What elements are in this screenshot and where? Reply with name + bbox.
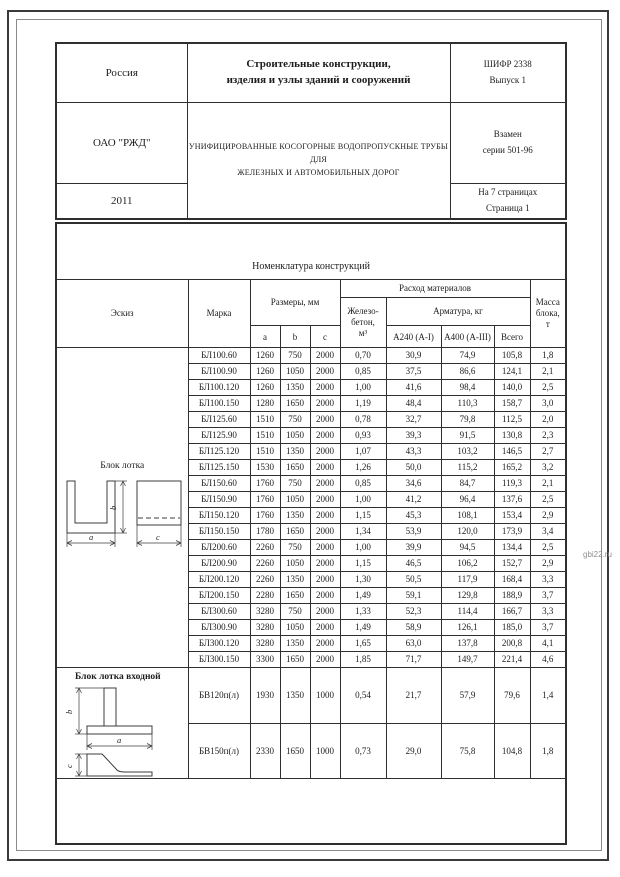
mark-cell: БЛ150.60 — [188, 476, 250, 492]
value-cell: 1,8 — [530, 348, 566, 364]
value-cell: 4,1 — [530, 636, 566, 652]
value-cell: 2000 — [310, 556, 340, 572]
col-header-a240: А240 (А-I) — [386, 326, 441, 348]
dim-c-label: c — [156, 532, 161, 543]
value-cell: 3,3 — [530, 572, 566, 588]
sketch-cell-main — [56, 348, 188, 668]
value-cell: 1,85 — [340, 652, 386, 668]
value-cell: 2280 — [250, 588, 280, 604]
dim-c-label: c — [64, 764, 75, 768]
value-cell: 0,73 — [340, 723, 386, 779]
table-row — [56, 668, 566, 724]
value-cell: 117,9 — [441, 572, 494, 588]
col-header-a: a — [250, 326, 280, 348]
value-cell: 1,49 — [340, 588, 386, 604]
mass-line2: блока, — [535, 307, 560, 318]
value-cell: 2000 — [310, 412, 340, 428]
value-cell: 34,6 — [386, 476, 441, 492]
value-cell: 166,7 — [494, 604, 530, 620]
value-cell: 140,0 — [494, 380, 530, 396]
mark-cell: БЛ100.120 — [188, 380, 250, 396]
value-cell: 0,54 — [340, 668, 386, 724]
value-cell: 1050 — [280, 556, 310, 572]
value-cell: 105,8 — [494, 348, 530, 364]
col-header-materials: Расход материалов — [340, 280, 530, 298]
value-cell: 2000 — [310, 508, 340, 524]
value-cell: 137,8 — [441, 636, 494, 652]
mark-cell: БЛ200.90 — [188, 556, 250, 572]
value-cell: 173,9 — [494, 524, 530, 540]
value-cell: 3,0 — [530, 396, 566, 412]
value-cell: 3,7 — [530, 620, 566, 636]
value-cell: 2000 — [310, 636, 340, 652]
value-cell: 37,5 — [386, 364, 441, 380]
pages-cell — [450, 183, 566, 219]
value-cell: 2,1 — [530, 364, 566, 380]
value-cell: 110,3 — [441, 396, 494, 412]
value-cell: 1510 — [250, 428, 280, 444]
col-header-dimensions: Размеры, мм — [250, 280, 340, 326]
value-cell: 2000 — [310, 476, 340, 492]
value-cell: 74,9 — [441, 348, 494, 364]
value-cell: 1,15 — [340, 508, 386, 524]
value-cell: 75,8 — [441, 723, 494, 779]
col-header-total: Всего — [494, 326, 530, 348]
value-cell: 71,7 — [386, 652, 441, 668]
value-cell: 43,3 — [386, 444, 441, 460]
value-cell: 2000 — [310, 588, 340, 604]
mark-cell: БЛ300.90 — [188, 620, 250, 636]
value-cell: 1260 — [250, 364, 280, 380]
document-title — [187, 102, 450, 219]
entry-block-sketch — [57, 684, 187, 778]
mark-cell: БЛ150.150 — [188, 524, 250, 540]
value-cell: 1350 — [280, 380, 310, 396]
value-cell: 1350 — [280, 508, 310, 524]
value-cell: 2000 — [310, 396, 340, 412]
value-cell: 52,3 — [386, 604, 441, 620]
value-cell: 149,7 — [441, 652, 494, 668]
mark-cell: БЛ200.60 — [188, 540, 250, 556]
value-cell: 2000 — [310, 460, 340, 476]
value-cell: 153,4 — [494, 508, 530, 524]
value-cell: 221,4 — [494, 652, 530, 668]
value-cell: 124,1 — [494, 364, 530, 380]
value-cell: 2260 — [250, 556, 280, 572]
value-cell: 2000 — [310, 428, 340, 444]
value-cell: 1760 — [250, 492, 280, 508]
value-cell: 94,5 — [441, 540, 494, 556]
value-cell: 3280 — [250, 604, 280, 620]
col-header-rebar: Арматура, кг — [386, 298, 530, 326]
value-cell: 1,8 — [530, 723, 566, 779]
value-cell: 1530 — [250, 460, 280, 476]
concrete-line2: бетон, — [351, 316, 375, 327]
value-cell: 1930 — [250, 668, 280, 724]
mark-cell: БЛ125.90 — [188, 428, 250, 444]
value-cell: 2000 — [310, 524, 340, 540]
value-cell: 108,1 — [441, 508, 494, 524]
value-cell: 1280 — [250, 396, 280, 412]
value-cell: 188,9 — [494, 588, 530, 604]
series-title-line1: Строительные конструкции, — [246, 57, 391, 70]
col-header-c: c — [310, 326, 340, 348]
watermark: gbi22.ru — [583, 550, 612, 559]
nomenclature-table — [55, 222, 567, 845]
table-row — [56, 348, 566, 364]
value-cell: 185,0 — [494, 620, 530, 636]
value-cell: 3,7 — [530, 588, 566, 604]
col-header-b: b — [280, 326, 310, 348]
value-cell: 750 — [280, 540, 310, 556]
mark-cell: БЛ100.60 — [188, 348, 250, 364]
sketch-cell-entry — [56, 668, 188, 779]
value-cell: 2260 — [250, 540, 280, 556]
value-cell: 2,1 — [530, 476, 566, 492]
value-cell: 1350 — [280, 444, 310, 460]
empty-footer-cell — [56, 779, 566, 845]
value-cell: 1760 — [250, 476, 280, 492]
value-cell: 3280 — [250, 636, 280, 652]
col-header-mark: Марка — [188, 280, 250, 348]
value-cell: 48,4 — [386, 396, 441, 412]
value-cell: 114,4 — [441, 604, 494, 620]
value-cell: 96,4 — [441, 492, 494, 508]
value-cell: 0,85 — [340, 476, 386, 492]
value-cell: 165,2 — [494, 460, 530, 476]
value-cell: 750 — [280, 348, 310, 364]
mark-cell: БЛ100.150 — [188, 396, 250, 412]
value-cell: 1650 — [280, 524, 310, 540]
value-cell: 750 — [280, 476, 310, 492]
col-header-sketch: Эскиз — [56, 280, 188, 348]
value-cell: 2260 — [250, 572, 280, 588]
value-cell: 50,5 — [386, 572, 441, 588]
value-cell: 1650 — [280, 652, 310, 668]
value-cell: 50,0 — [386, 460, 441, 476]
value-cell: 112,5 — [494, 412, 530, 428]
value-cell: 46,5 — [386, 556, 441, 572]
concrete-line1: Железо- — [347, 305, 379, 316]
mark-cell: БЛ200.120 — [188, 572, 250, 588]
value-cell: 57,9 — [441, 668, 494, 724]
value-cell: 2,9 — [530, 556, 566, 572]
entry-rows — [56, 668, 566, 779]
value-cell: 1000 — [310, 668, 340, 724]
value-cell: 2,5 — [530, 540, 566, 556]
value-cell: 4,6 — [530, 652, 566, 668]
value-cell: 21,7 — [386, 668, 441, 724]
value-cell: 2330 — [250, 723, 280, 779]
sketch-label-entry: Блок лотка входной — [75, 672, 161, 682]
dim-b-label: b — [108, 506, 119, 511]
value-cell: 1050 — [280, 492, 310, 508]
value-cell: 1,49 — [340, 620, 386, 636]
mark-cell: БВ120п(л) — [188, 668, 250, 724]
value-cell: 1,07 — [340, 444, 386, 460]
col-header-concrete — [340, 298, 386, 348]
value-cell: 152,7 — [494, 556, 530, 572]
value-cell: 1,00 — [340, 492, 386, 508]
channel-block-sketch — [59, 475, 185, 553]
year-label: 2011 — [56, 183, 187, 219]
value-cell: 1350 — [280, 572, 310, 588]
col-header-a400: А400 (А-III) — [441, 326, 494, 348]
value-cell: 30,9 — [386, 348, 441, 364]
value-cell: 2000 — [310, 620, 340, 636]
value-cell: 3,4 — [530, 524, 566, 540]
replaces-cell — [450, 102, 566, 183]
value-cell: 168,4 — [494, 572, 530, 588]
value-cell: 45,3 — [386, 508, 441, 524]
value-cell: 1650 — [280, 588, 310, 604]
value-cell: 2000 — [310, 492, 340, 508]
value-cell: 1000 — [310, 723, 340, 779]
dim-a-label: a — [117, 735, 122, 745]
value-cell: 79,6 — [494, 668, 530, 724]
table-title: Номенклатура конструкций — [56, 223, 566, 280]
cipher-line2: Выпуск 1 — [489, 74, 526, 85]
mark-cell: БЛ300.150 — [188, 652, 250, 668]
dim-b-label: b — [64, 709, 75, 714]
cipher-cell — [450, 43, 566, 102]
value-cell: 2,5 — [530, 492, 566, 508]
value-cell: 2000 — [310, 364, 340, 380]
value-cell: 106,2 — [441, 556, 494, 572]
value-cell: 39,9 — [386, 540, 441, 556]
value-cell: 103,2 — [441, 444, 494, 460]
value-cell: 3300 — [250, 652, 280, 668]
title-block-table — [55, 42, 567, 220]
value-cell: 115,2 — [441, 460, 494, 476]
value-cell: 2,5 — [530, 380, 566, 396]
mark-cell: БЛ125.150 — [188, 460, 250, 476]
value-cell: 1050 — [280, 364, 310, 380]
value-cell: 104,8 — [494, 723, 530, 779]
document-title-line2: ЖЕЛЕЗНЫХ И АВТОМОБИЛЬНЫХ ДОРОГ — [237, 167, 400, 177]
value-cell: 1,00 — [340, 380, 386, 396]
value-cell: 2000 — [310, 652, 340, 668]
mass-line3: т — [545, 319, 550, 330]
value-cell: 1510 — [250, 412, 280, 428]
document-title-line1: УНИФИЦИРОВАННЫЕ КОСОГОРНЫЕ ВОДОПРОПУСКНЫЕ ТРУБЫ ДЛЯ — [188, 142, 449, 164]
value-cell: 1,34 — [340, 524, 386, 540]
value-cell: 1260 — [250, 348, 280, 364]
dim-a-label: a — [89, 532, 94, 543]
sketch-label-main: Блок лотка — [100, 460, 145, 471]
value-cell: 1650 — [280, 396, 310, 412]
value-cell: 158,7 — [494, 396, 530, 412]
col-header-mass — [530, 280, 566, 348]
value-cell: 1760 — [250, 508, 280, 524]
cipher-line1: ШИФР 2338 — [483, 59, 532, 70]
series-title — [187, 43, 450, 102]
value-cell: 1650 — [280, 723, 310, 779]
value-cell: 130,8 — [494, 428, 530, 444]
value-cell: 32,7 — [386, 412, 441, 428]
mark-cell: БЛ125.60 — [188, 412, 250, 428]
value-cell: 134,4 — [494, 540, 530, 556]
value-cell: 91,5 — [441, 428, 494, 444]
mark-cell: БЛ200.150 — [188, 588, 250, 604]
value-cell: 39,3 — [386, 428, 441, 444]
value-cell: 98,4 — [441, 380, 494, 396]
value-cell: 3,2 — [530, 460, 566, 476]
value-cell: 1,30 — [340, 572, 386, 588]
mark-cell: БВ150п(л) — [188, 723, 250, 779]
value-cell: 1050 — [280, 620, 310, 636]
value-cell: 41,2 — [386, 492, 441, 508]
value-cell: 1350 — [280, 668, 310, 724]
value-cell: 2000 — [310, 572, 340, 588]
value-cell: 1,65 — [340, 636, 386, 652]
replaces-line2: серии 501-96 — [482, 144, 533, 155]
value-cell: 1650 — [280, 460, 310, 476]
value-cell: 120,0 — [441, 524, 494, 540]
value-cell: 79,8 — [441, 412, 494, 428]
value-cell: 63,0 — [386, 636, 441, 652]
value-cell: 53,9 — [386, 524, 441, 540]
value-cell: 1350 — [280, 636, 310, 652]
value-cell: 1260 — [250, 380, 280, 396]
value-cell: 0,78 — [340, 412, 386, 428]
value-cell: 1,4 — [530, 668, 566, 724]
organization-label: ОАО "РЖД" — [56, 102, 187, 183]
value-cell: 137,6 — [494, 492, 530, 508]
value-cell: 1780 — [250, 524, 280, 540]
mark-cell: БЛ125.120 — [188, 444, 250, 460]
pages-line1: На 7 страницах — [478, 187, 538, 198]
value-cell: 3,3 — [530, 604, 566, 620]
nomenclature-section — [55, 222, 567, 845]
value-cell: 84,7 — [441, 476, 494, 492]
value-cell: 58,9 — [386, 620, 441, 636]
country-label: Россия — [56, 43, 187, 102]
value-cell: 1050 — [280, 428, 310, 444]
value-cell: 2000 — [310, 380, 340, 396]
value-cell: 200,8 — [494, 636, 530, 652]
mark-cell: БЛ300.120 — [188, 636, 250, 652]
value-cell: 146,5 — [494, 444, 530, 460]
value-cell: 750 — [280, 604, 310, 620]
mass-line1: Масса — [535, 296, 560, 307]
title-block — [55, 42, 565, 220]
value-cell: 0,85 — [340, 364, 386, 380]
value-cell: 0,93 — [340, 428, 386, 444]
mark-cell: БЛ150.120 — [188, 508, 250, 524]
mark-cell: БЛ300.60 — [188, 604, 250, 620]
value-cell: 2,9 — [530, 508, 566, 524]
value-cell: 1,00 — [340, 540, 386, 556]
value-cell: 1,19 — [340, 396, 386, 412]
pages-line2: Страница 1 — [485, 202, 530, 213]
value-cell: 0,70 — [340, 348, 386, 364]
value-cell: 1,26 — [340, 460, 386, 476]
value-cell: 1,15 — [340, 556, 386, 572]
value-cell: 29,0 — [386, 723, 441, 779]
main-rows — [56, 348, 566, 668]
value-cell: 3280 — [250, 620, 280, 636]
value-cell: 126,1 — [441, 620, 494, 636]
value-cell: 119,3 — [494, 476, 530, 492]
mark-cell: БЛ150.90 — [188, 492, 250, 508]
concrete-line3: м³ — [358, 328, 368, 339]
replaces-line1: Взамен — [493, 129, 522, 140]
value-cell: 59,1 — [386, 588, 441, 604]
value-cell: 86,6 — [441, 364, 494, 380]
value-cell: 2,0 — [530, 412, 566, 428]
value-cell: 129,8 — [441, 588, 494, 604]
mark-cell: БЛ100.90 — [188, 364, 250, 380]
value-cell: 2000 — [310, 444, 340, 460]
value-cell: 2000 — [310, 540, 340, 556]
value-cell: 1510 — [250, 444, 280, 460]
value-cell: 750 — [280, 412, 310, 428]
value-cell: 2000 — [310, 348, 340, 364]
value-cell: 2000 — [310, 604, 340, 620]
value-cell: 1,33 — [340, 604, 386, 620]
value-cell: 2,3 — [530, 428, 566, 444]
series-title-line2: изделия и узлы зданий и сооружений — [226, 73, 411, 86]
value-cell: 41,6 — [386, 380, 441, 396]
value-cell: 2,7 — [530, 444, 566, 460]
